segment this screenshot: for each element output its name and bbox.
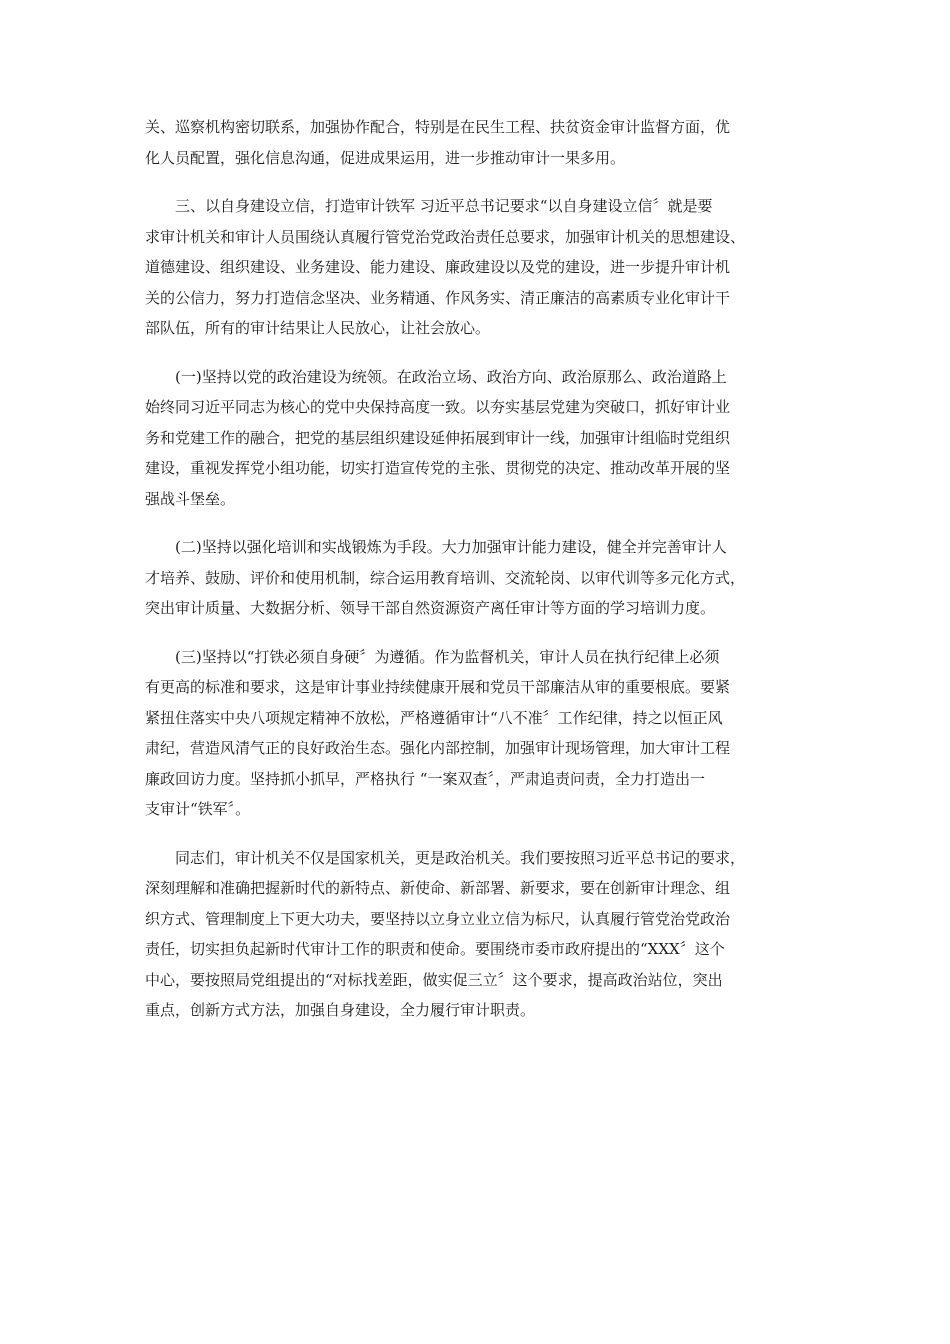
text-line: 才培养、鼓励、评价和使用机制，综合运用教育培训、交流轮岗、以审代训等多元化方式， — [145, 568, 746, 587]
text-line: 肃纪，营造风清气正的良好政治生态。强化内部控制，加强审计现场管理，加大审计工程 — [145, 739, 731, 757]
text-line: 建设，重视发挥党小组功能，切实打造宣传党的主张、贯彻党的决定、推动改革开展的坚 — [145, 459, 731, 477]
text-line: 关、巡察机构密切联系，加强协作配合，特别是在民生工程、扶贫资金审计监督方面，优 — [145, 118, 731, 136]
text-line: 廉政回访力度。坚持抓小抓早，严格执行 “一案双查〞，严肃追责问责，全力打造出一 — [145, 769, 705, 788]
paragraph-1 — [145, 112, 810, 173]
text-line: 重点，创新方式方法，加强自身建设，全力履行审计职责。 — [145, 1001, 536, 1019]
text-line: 始终同习近平同志为核心的党中央保持高度一致。以夯实基层党建为突破口，抓好审计业 — [145, 398, 731, 416]
paragraph-3 — [145, 362, 810, 515]
text-line: 紧扭住落实中央八项规定精神不放松，严格遵循审计“八不准〞工作纪律，持之以恒正风 — [145, 708, 723, 727]
text-line: 有更高的标准和要求，这是审计事业持续健康开展和党员干部廉洁从审的重要根底。要紧 — [145, 678, 731, 696]
text-line: 织方式、管理制度上下更大功夫，要坚持以立身立业立信为标尺，认真履行管党治党政治 — [145, 909, 731, 928]
text-line: 深刻理解和准确把握新时代的新特点、新使命、新部署、新要求，要在创新审计理念、组 — [145, 879, 731, 897]
paragraph-4 — [145, 532, 810, 624]
text-line: 求审计机关和审计人员围绕认真履行管党治党政治责任总要求，加强审计机关的思想建设、 — [145, 227, 746, 246]
text-line: (二)坚持以强化培训和实战锻炼为手段。大力加强审计能力建设，健全并完善审计人 — [175, 538, 727, 556]
text-line: 三、以自身建设立信，打造审计铁军 习近平总书记要求“以自身建设立信〞就是要 — [175, 197, 713, 215]
text-line: (三)坚持以“打铁必须自身硬〞为遵循。作为监督机关，审计人员在执行纪律上必须 — [175, 647, 720, 666]
text-line: 中心，要按照局党组提出的“对标找差距，做实促三立〞这个要求，提高政治站位，突出 — [145, 970, 723, 989]
text-line: 同志们，审计机关不仅是国家机关，更是政治机关。我们要按照习近平总书记的要求， — [175, 848, 746, 867]
text-line: 强战斗堡垒。 — [145, 489, 236, 508]
text-line: 部队伍，所有的审计结果让人民放心，让社会放心。 — [145, 319, 491, 337]
text-line: (一)坚持以党的政治建设为统领。在政治立场、政治方向、政治原那么、政治道路上 — [175, 367, 727, 386]
text-line: 务和党建工作的融合，把党的基层组织建设延伸拓展到审计一线，加强审计组临时党组织 — [145, 428, 731, 447]
text-line: 突出审计质量、大数据分析、领导干部自然资源资产离任审计等方面的学习培训力度。 — [145, 599, 716, 617]
text-line: 关的公信力，努力打造信念坚决、业务精通、作风务实、清正廉洁的高素质专业化审计干 — [145, 288, 731, 307]
paragraph-6 — [145, 843, 810, 1026]
text-line: 责任，切实担负起新时代审计工作的职责和使命。要围绕市委市政府提出的“XXX〞这个 — [145, 940, 725, 958]
paragraph-5 — [145, 642, 810, 825]
text-line: 支审计“铁军〞。 — [145, 800, 251, 818]
paragraph-2 — [145, 191, 810, 344]
text-line: 道德建设、组织建设、业务建设、能力建设、廉政建设以及党的建设，进一步提升审计机 — [145, 258, 731, 276]
text-line: 化人员配置，强化信息沟通，促进成果运用，进一步推动审计一果多用。 — [145, 148, 626, 167]
document-body — [145, 112, 810, 1026]
